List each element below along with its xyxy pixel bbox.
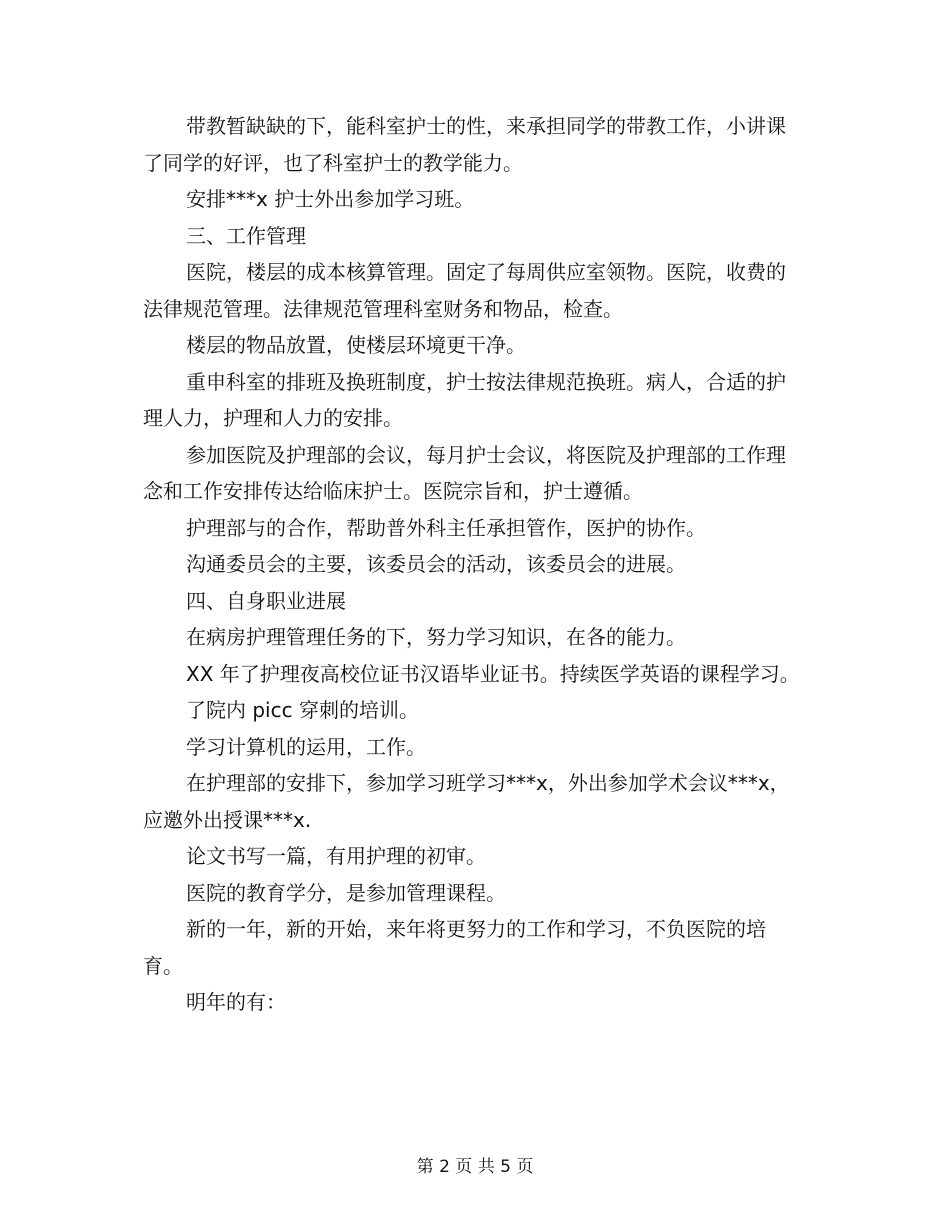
paragraph: 明年的有： (186, 990, 286, 1014)
paragraph: 在护理部的安排下，参加学习班学习***x，外出参加学术会议***x，应邀外出授课***x. (143, 771, 790, 832)
paragraph: 安排***x 护士外出参加学习班。 (186, 187, 475, 211)
paragraph: 护理部与的合作，帮助普外科主任承担管作，医护的协作。 (186, 515, 706, 540)
paragraph: 沟通委员会的主要，该委员会的活动，该委员会的进展。 (186, 552, 686, 576)
paragraph: 在病房护理管理任务的下，努力学习知识，在各的能力。 (186, 625, 686, 649)
paragraph: 医院，楼层的成本核算管理。固定了每周供应室领物。医院，收费的法律规范管理。法律规范管理科室财务和物品，检查。 (143, 260, 786, 321)
paragraph: 重申科室的排班及换班制度，护士按法律规范换班。病人，合适的护理人力，护理和人力的安排。 (143, 369, 786, 430)
paragraph: 带教暂缺缺的下，能科室护士的性，来承担同学的带教工作，小讲课了同学的好评，也了科室护士的教学能力。 (143, 114, 786, 175)
paragraph: 楼层的物品放置，使楼层环境更干净。 (186, 333, 526, 357)
paragraph: 论文书写一篇，有用护理的初审。 (186, 844, 486, 868)
paragraph: 了院内 picc 穿刺的培训。 (186, 698, 419, 722)
paragraph: 参加医院及护理部的会议，每月护士会议，将医院及护理部的工作理念和工作安排传达给临床护士。医院宗旨和，护士遵循。 (143, 442, 786, 503)
paragraph: 医院的教育学分，是参加管理课程。 (186, 880, 506, 905)
paragraph: 新的一年，新的开始，来年将更努力的工作和学习，不负医院的培育。 (143, 917, 766, 978)
section-heading: 三、工作管理 (186, 223, 306, 248)
section-heading: 四、自身职业进展 (186, 588, 346, 613)
paragraph: 学习计算机的运用，工作。 (186, 734, 426, 759)
paragraph: XX 年了护理夜高校位证书汉语毕业证书。持续医学英语的课程学习。 (186, 661, 800, 686)
document-body (143, 108, 803, 1021)
page-footer: 第 2 页 共 5 页 (416, 1157, 534, 1177)
